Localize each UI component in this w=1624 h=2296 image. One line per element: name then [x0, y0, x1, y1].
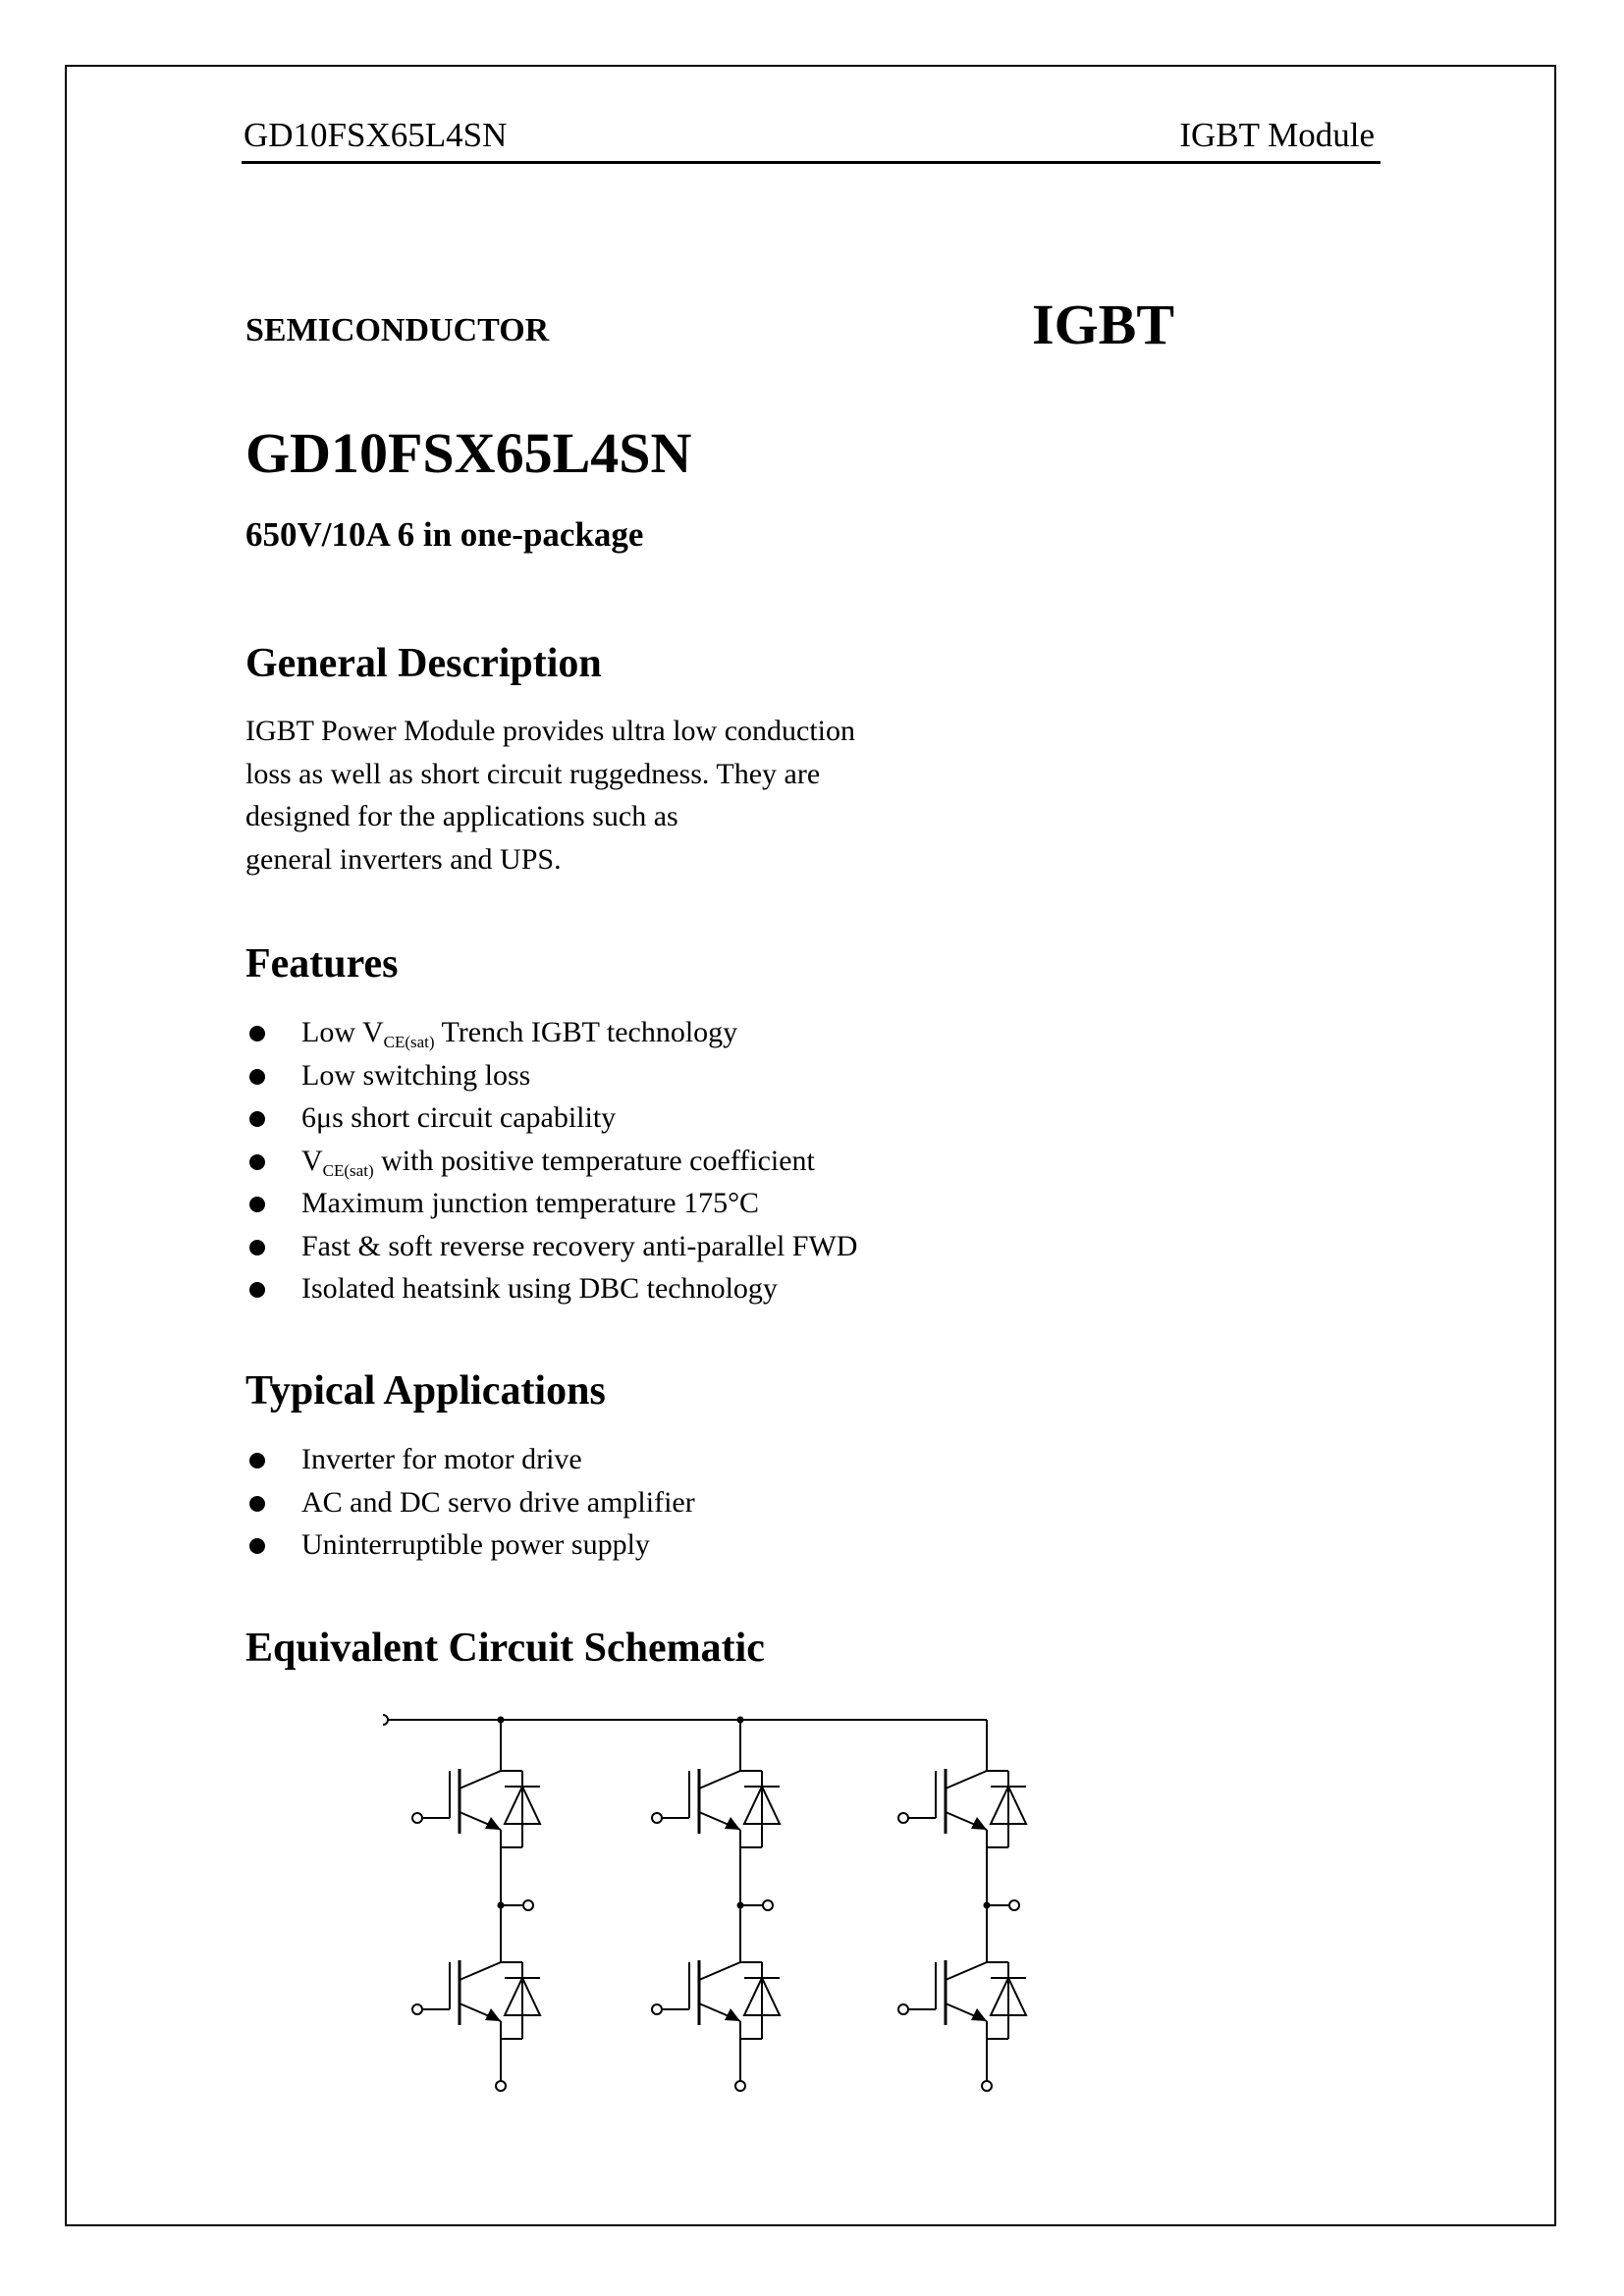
header-part-number: GD10FSX65L4SN — [244, 116, 508, 154]
feature-item: 6μs short circuit capability — [245, 1096, 857, 1140]
application-item: Uninterruptible power supply — [245, 1523, 695, 1567]
igbt-badge: IGBT — [1032, 293, 1175, 356]
feature-item: Maximum junction temperature 175°C — [245, 1182, 857, 1225]
equivalent-circuit-schematic — [383, 1698, 1247, 2110]
description-line: designed for the applications such as — [245, 800, 678, 832]
feature-item: Isolated heatsink using DBC technology — [245, 1267, 857, 1310]
feature-item: Fast & soft reverse recovery anti-parallel FWD — [245, 1225, 857, 1268]
application-item: Inverter for motor drive — [245, 1438, 695, 1481]
features-heading: Features — [245, 941, 399, 987]
feature-item: $V_{CE(sat)}$ with positive temperature coefficient — [245, 1140, 857, 1183]
rating-subtitle: 650V/10A 6 in one-package — [245, 515, 644, 554]
description-line: IGBT Power Module provides ultra low conduction — [245, 715, 856, 747]
schematic-heading: Equivalent Circuit Schematic — [245, 1626, 765, 1671]
header-product-type: IGBT Module — [1179, 116, 1375, 154]
general-description-text — [245, 710, 855, 881]
category-label: SEMICONDUCTOR — [245, 312, 550, 348]
applications-list — [245, 1438, 695, 1567]
features-list — [245, 1011, 857, 1310]
feature-item: Low $V_{CE(sat)}$ Trench IGBT technology — [245, 1011, 857, 1054]
description-line: general inverters and UPS. — [245, 842, 562, 876]
header-rule — [242, 161, 1380, 164]
description-line: loss as well as short circuit ruggedness. They are — [245, 757, 821, 790]
feature-item: Low switching loss — [245, 1054, 857, 1097]
application-item: AC and DC servo drive amplifier — [245, 1481, 695, 1524]
general-description-heading: General Description — [245, 641, 602, 686]
part-number-title: GD10FSX65L4SN — [245, 421, 692, 485]
applications-heading: Typical Applications — [245, 1368, 606, 1414]
